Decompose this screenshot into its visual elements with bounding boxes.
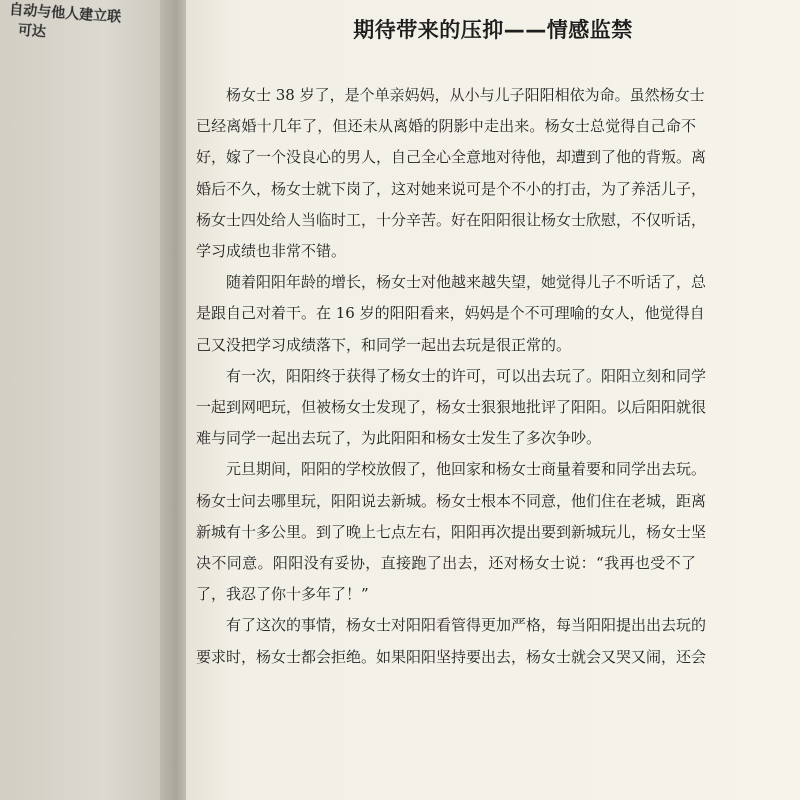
text-line: 是跟自己对着干。在 16 岁的阳阳看来，妈妈是个不可理喻的女人，他觉得自 [196, 304, 705, 323]
text-line: 杨女士四处给人当临时工，十分辛苦。好在阳阳很让杨女士欣慰，不仅听话， [196, 210, 707, 229]
text-line: 学习成绩也非常不错。 [196, 242, 347, 261]
left-page [0, 0, 175, 800]
text-line: 有了这次的事情，杨女士对阳阳看管得更加严格，每当阳阳提出出去玩的 [226, 616, 707, 635]
text-line: 新城有十多公里。到了晚上七点左右，阳阳再次提出要到新城玩儿，杨女士坚 [196, 522, 707, 541]
text-line: 已经离婚十几年了，但还未从离婚的阴影中走出来。杨女士总觉得自己命不 [196, 117, 696, 136]
text-line: 一起到网吧玩，但被杨女士发现了，杨女士狠狠地批评了阳阳。以后阳阳就很 [196, 398, 707, 417]
text-line: 杨女士问去哪里玩，阳阳说去新城。杨女士根本不同意，他们住在老城，距离 [196, 491, 707, 510]
text-line: 要求时，杨女士都会拒绝。如果阳阳坚持要出去，杨女士就会又哭又闹，还会 [196, 647, 707, 666]
text-line: 元旦期间，阳阳的学校放假了，他回家和杨女士商量着要和同学出去玩。 [226, 460, 707, 479]
text-line: 好，嫁了一个没良心的男人，自己全心全意地对待他，却遭到了他的背叛。离 [196, 148, 707, 167]
text-line: 难与同学一起出去玩了，为此阳阳和杨女士发生了多次争吵。 [196, 429, 602, 448]
left-heading-line1: 自动与他人建立联 [8, 1, 122, 26]
text-line: 了，我忍了你十多年了！” [196, 585, 369, 604]
text-line: 决不同意。阳阳没有妥协，直接跑了出去，还对杨女士说：“我再也受不了 [196, 554, 696, 573]
chapter-title: 期待带来的压抑——情感监禁 [353, 18, 633, 42]
text-line: 己又没把学习成绩落下，和同学一起出去玩是很正常的。 [196, 335, 572, 354]
body-text [196, 80, 707, 673]
text-line: 杨女士 38 岁了，是个单亲妈妈，从小与儿子阳阳相依为命。虽然杨女士 [226, 86, 705, 104]
text-line: 随着阳阳年龄的增长，杨女士对他越来越失望，她觉得儿子不听话了，总 [226, 273, 707, 292]
right-page [186, 0, 800, 800]
text-line: 婚后不久，杨女士就下岗了，这对她来说可是个不小的打击，为了养活儿子， [196, 179, 707, 198]
left-page-heading [7, 0, 175, 54]
text-line: 有一次，阳阳终于获得了杨女士的许可，可以出去玩了。阳阳立刻和同学 [226, 366, 707, 385]
left-heading-line2: 可达 [17, 22, 47, 41]
